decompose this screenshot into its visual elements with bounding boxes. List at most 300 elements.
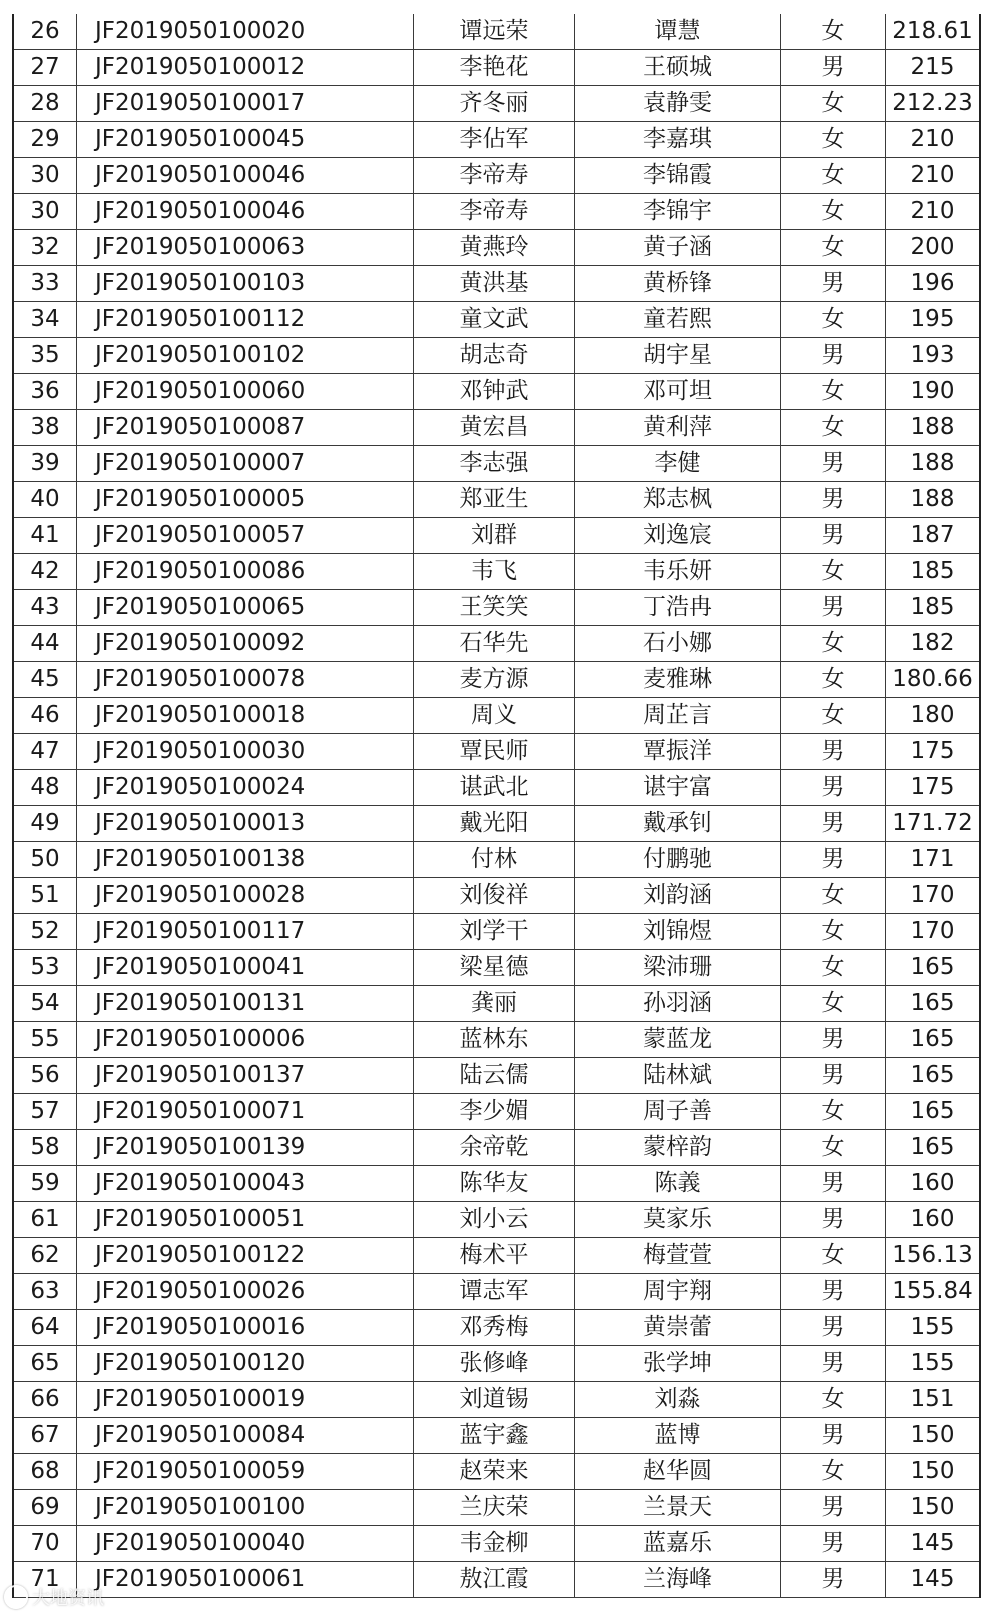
child-gender: 女 bbox=[781, 14, 886, 50]
score-value: 215 bbox=[886, 50, 980, 86]
parent-name: 梁星德 bbox=[414, 950, 575, 986]
table-row bbox=[14, 1382, 979, 1418]
child-gender: 男 bbox=[781, 1418, 886, 1454]
row-index: 45 bbox=[14, 662, 77, 698]
child-name: 李嘉琪 bbox=[575, 122, 781, 158]
row-index: 65 bbox=[14, 1346, 77, 1382]
application-code: JF2019050100122 bbox=[77, 1238, 414, 1274]
child-gender: 男 bbox=[781, 1562, 886, 1598]
child-name: 童若熙 bbox=[575, 302, 781, 338]
child-gender: 女 bbox=[781, 1382, 886, 1418]
table-row bbox=[14, 1454, 979, 1490]
score-value: 150 bbox=[886, 1454, 980, 1490]
child-name: 黄桥锋 bbox=[575, 266, 781, 302]
child-name: 谌宇富 bbox=[575, 770, 781, 806]
score-value: 188 bbox=[886, 482, 980, 518]
table-row bbox=[14, 122, 979, 158]
child-gender: 女 bbox=[781, 698, 886, 734]
row-index: 35 bbox=[14, 338, 77, 374]
score-value: 165 bbox=[886, 1130, 980, 1166]
table-row bbox=[14, 1166, 979, 1202]
score-value: 156.13 bbox=[886, 1238, 980, 1274]
row-index: 55 bbox=[14, 1022, 77, 1058]
table-row bbox=[14, 914, 979, 950]
child-name: 张学坤 bbox=[575, 1346, 781, 1382]
table-row bbox=[14, 1346, 979, 1382]
child-gender: 女 bbox=[781, 1094, 886, 1130]
child-name: 李锦宇 bbox=[575, 194, 781, 230]
table-row bbox=[14, 1022, 979, 1058]
parent-name: 李志强 bbox=[414, 446, 575, 482]
application-code: JF2019050100019 bbox=[77, 1382, 414, 1418]
parent-name: 蓝林东 bbox=[414, 1022, 575, 1058]
child-gender: 男 bbox=[781, 1166, 886, 1202]
child-gender: 女 bbox=[781, 410, 886, 446]
parent-name: 龚丽 bbox=[414, 986, 575, 1022]
child-name: 刘淼 bbox=[575, 1382, 781, 1418]
parent-name: 麦方源 bbox=[414, 662, 575, 698]
application-code: JF2019050100071 bbox=[77, 1094, 414, 1130]
application-code: JF2019050100043 bbox=[77, 1166, 414, 1202]
child-gender: 男 bbox=[781, 734, 886, 770]
application-code: JF2019050100086 bbox=[77, 554, 414, 590]
score-value: 188 bbox=[886, 446, 980, 482]
parent-name: 李少媚 bbox=[414, 1094, 575, 1130]
parent-name: 敖江霞 bbox=[414, 1562, 575, 1598]
row-index: 62 bbox=[14, 1238, 77, 1274]
row-index: 67 bbox=[14, 1418, 77, 1454]
parent-name: 童文武 bbox=[414, 302, 575, 338]
child-gender: 男 bbox=[781, 1202, 886, 1238]
child-name: 黄子涵 bbox=[575, 230, 781, 266]
child-name: 丁浩冉 bbox=[575, 590, 781, 626]
child-gender: 男 bbox=[781, 1022, 886, 1058]
parent-name: 梅术平 bbox=[414, 1238, 575, 1274]
child-name: 孙羽涵 bbox=[575, 986, 781, 1022]
child-gender: 女 bbox=[781, 1130, 886, 1166]
child-name: 胡宇星 bbox=[575, 338, 781, 374]
child-gender: 女 bbox=[781, 914, 886, 950]
child-gender: 男 bbox=[781, 1274, 886, 1310]
application-code: JF2019050100018 bbox=[77, 698, 414, 734]
row-index: 48 bbox=[14, 770, 77, 806]
table-row bbox=[14, 1418, 979, 1454]
row-index: 44 bbox=[14, 626, 77, 662]
application-code: JF2019050100040 bbox=[77, 1526, 414, 1562]
application-code: JF2019050100131 bbox=[77, 986, 414, 1022]
score-value: 165 bbox=[886, 1058, 980, 1094]
child-gender: 女 bbox=[781, 662, 886, 698]
score-value: 190 bbox=[886, 374, 980, 410]
application-code: JF2019050100078 bbox=[77, 662, 414, 698]
parent-name: 黄洪基 bbox=[414, 266, 575, 302]
child-name: 付鹏驰 bbox=[575, 842, 781, 878]
table-row bbox=[14, 338, 979, 374]
child-gender: 女 bbox=[781, 626, 886, 662]
row-index: 32 bbox=[14, 230, 77, 266]
score-value: 175 bbox=[886, 770, 980, 806]
child-name: 李健 bbox=[575, 446, 781, 482]
parent-name: 谭志军 bbox=[414, 1274, 575, 1310]
application-code: JF2019050100026 bbox=[77, 1274, 414, 1310]
parent-name: 李帝寿 bbox=[414, 194, 575, 230]
application-code: JF2019050100102 bbox=[77, 338, 414, 374]
child-gender: 男 bbox=[781, 338, 886, 374]
row-index: 34 bbox=[14, 302, 77, 338]
table-row bbox=[14, 1202, 979, 1238]
application-code: JF2019050100112 bbox=[77, 302, 414, 338]
application-code: JF2019050100013 bbox=[77, 806, 414, 842]
row-index: 46 bbox=[14, 698, 77, 734]
score-value: 193 bbox=[886, 338, 980, 374]
table-row bbox=[14, 1130, 979, 1166]
child-gender: 女 bbox=[781, 230, 886, 266]
table-row bbox=[14, 14, 979, 50]
row-index: 66 bbox=[14, 1382, 77, 1418]
row-index: 63 bbox=[14, 1274, 77, 1310]
application-code: JF2019050100100 bbox=[77, 1490, 414, 1526]
parent-name: 王笑笑 bbox=[414, 590, 575, 626]
child-gender: 男 bbox=[781, 266, 886, 302]
score-value: 185 bbox=[886, 554, 980, 590]
parent-name: 张修峰 bbox=[414, 1346, 575, 1382]
score-value: 187 bbox=[886, 518, 980, 554]
child-gender: 女 bbox=[781, 950, 886, 986]
watermark-logo-icon bbox=[4, 1585, 28, 1609]
table-row bbox=[14, 842, 979, 878]
parent-name: 覃民师 bbox=[414, 734, 575, 770]
parent-name: 刘俊祥 bbox=[414, 878, 575, 914]
table-row bbox=[14, 1310, 979, 1346]
table-row bbox=[14, 1058, 979, 1094]
table-row bbox=[14, 1562, 979, 1598]
table-row bbox=[14, 698, 979, 734]
row-index: 61 bbox=[14, 1202, 77, 1238]
child-name: 刘逸宸 bbox=[575, 518, 781, 554]
child-name: 郑志枫 bbox=[575, 482, 781, 518]
application-code: JF2019050100139 bbox=[77, 1130, 414, 1166]
row-index: 42 bbox=[14, 554, 77, 590]
score-value: 165 bbox=[886, 950, 980, 986]
parent-name: 谭远荣 bbox=[414, 14, 575, 50]
score-table bbox=[14, 14, 979, 1598]
child-name: 蒙梓韵 bbox=[575, 1130, 781, 1166]
parent-name: 李艳花 bbox=[414, 50, 575, 86]
score-value: 212.23 bbox=[886, 86, 980, 122]
score-table-sheet bbox=[12, 14, 981, 1598]
table-row bbox=[14, 1526, 979, 1562]
child-name: 戴承钊 bbox=[575, 806, 781, 842]
child-gender: 女 bbox=[781, 1454, 886, 1490]
score-value: 170 bbox=[886, 878, 980, 914]
table-row bbox=[14, 230, 979, 266]
score-value: 170 bbox=[886, 914, 980, 950]
score-value: 160 bbox=[886, 1166, 980, 1202]
child-gender: 女 bbox=[781, 86, 886, 122]
parent-name: 陈华友 bbox=[414, 1166, 575, 1202]
row-index: 57 bbox=[14, 1094, 77, 1130]
table-row bbox=[14, 302, 979, 338]
child-name: 陆林斌 bbox=[575, 1058, 781, 1094]
row-index: 43 bbox=[14, 590, 77, 626]
row-index: 47 bbox=[14, 734, 77, 770]
score-value: 200 bbox=[886, 230, 980, 266]
score-value: 218.61 bbox=[886, 14, 980, 50]
child-name: 陈義 bbox=[575, 1166, 781, 1202]
child-name: 邓可坦 bbox=[575, 374, 781, 410]
application-code: JF2019050100061 bbox=[77, 1562, 414, 1598]
parent-name: 周义 bbox=[414, 698, 575, 734]
application-code: JF2019050100045 bbox=[77, 122, 414, 158]
table-row bbox=[14, 266, 979, 302]
row-index: 27 bbox=[14, 50, 77, 86]
score-value: 175 bbox=[886, 734, 980, 770]
score-value: 145 bbox=[886, 1562, 980, 1598]
child-gender: 男 bbox=[781, 770, 886, 806]
application-code: JF2019050100028 bbox=[77, 878, 414, 914]
row-index: 69 bbox=[14, 1490, 77, 1526]
score-value: 182 bbox=[886, 626, 980, 662]
application-code: JF2019050100060 bbox=[77, 374, 414, 410]
watermark bbox=[4, 1584, 104, 1610]
parent-name: 谌武北 bbox=[414, 770, 575, 806]
child-gender: 男 bbox=[781, 806, 886, 842]
score-value: 210 bbox=[886, 122, 980, 158]
score-value: 155 bbox=[886, 1310, 980, 1346]
row-index: 40 bbox=[14, 482, 77, 518]
score-value: 171 bbox=[886, 842, 980, 878]
parent-name: 陆云儒 bbox=[414, 1058, 575, 1094]
table-row bbox=[14, 50, 979, 86]
child-name: 赵华圆 bbox=[575, 1454, 781, 1490]
application-code: JF2019050100030 bbox=[77, 734, 414, 770]
application-code: JF2019050100057 bbox=[77, 518, 414, 554]
row-index: 30 bbox=[14, 158, 77, 194]
parent-name: 付林 bbox=[414, 842, 575, 878]
child-gender: 男 bbox=[781, 1490, 886, 1526]
parent-name: 邓秀梅 bbox=[414, 1310, 575, 1346]
application-code: JF2019050100137 bbox=[77, 1058, 414, 1094]
child-name: 周芷言 bbox=[575, 698, 781, 734]
parent-name: 李佔军 bbox=[414, 122, 575, 158]
parent-name: 石华先 bbox=[414, 626, 575, 662]
application-code: JF2019050100046 bbox=[77, 194, 414, 230]
application-code: JF2019050100012 bbox=[77, 50, 414, 86]
child-gender: 女 bbox=[781, 986, 886, 1022]
parent-name: 赵荣来 bbox=[414, 1454, 575, 1490]
application-code: JF2019050100005 bbox=[77, 482, 414, 518]
row-index: 68 bbox=[14, 1454, 77, 1490]
row-index: 53 bbox=[14, 950, 77, 986]
child-gender: 男 bbox=[781, 590, 886, 626]
row-index: 71 bbox=[14, 1562, 77, 1598]
row-index: 49 bbox=[14, 806, 77, 842]
child-name: 石小娜 bbox=[575, 626, 781, 662]
child-name: 黄利萍 bbox=[575, 410, 781, 446]
child-name: 黄崇蕾 bbox=[575, 1310, 781, 1346]
child-name: 梅萱萱 bbox=[575, 1238, 781, 1274]
table-row bbox=[14, 1094, 979, 1130]
child-gender: 男 bbox=[781, 1526, 886, 1562]
score-table-body bbox=[14, 14, 979, 1598]
score-value: 180.66 bbox=[886, 662, 980, 698]
child-name: 麦雅琳 bbox=[575, 662, 781, 698]
table-row bbox=[14, 410, 979, 446]
child-name: 蓝嘉乐 bbox=[575, 1526, 781, 1562]
child-name: 兰景天 bbox=[575, 1490, 781, 1526]
row-index: 70 bbox=[14, 1526, 77, 1562]
score-value: 180 bbox=[886, 698, 980, 734]
child-name: 刘锦煜 bbox=[575, 914, 781, 950]
table-row bbox=[14, 950, 979, 986]
row-index: 26 bbox=[14, 14, 77, 50]
application-code: JF2019050100103 bbox=[77, 266, 414, 302]
table-row bbox=[14, 1274, 979, 1310]
child-gender: 女 bbox=[781, 878, 886, 914]
parent-name: 韦金柳 bbox=[414, 1526, 575, 1562]
row-index: 50 bbox=[14, 842, 77, 878]
application-code: JF2019050100117 bbox=[77, 914, 414, 950]
score-value: 171.72 bbox=[886, 806, 980, 842]
parent-name: 邓钟武 bbox=[414, 374, 575, 410]
child-gender: 女 bbox=[781, 374, 886, 410]
score-value: 188 bbox=[886, 410, 980, 446]
parent-name: 刘群 bbox=[414, 518, 575, 554]
row-index: 38 bbox=[14, 410, 77, 446]
parent-name: 余帝乾 bbox=[414, 1130, 575, 1166]
table-row bbox=[14, 590, 979, 626]
child-name: 谭慧 bbox=[575, 14, 781, 50]
child-gender: 男 bbox=[781, 1346, 886, 1382]
child-gender: 男 bbox=[781, 1058, 886, 1094]
application-code: JF2019050100063 bbox=[77, 230, 414, 266]
score-value: 150 bbox=[886, 1490, 980, 1526]
parent-name: 刘学干 bbox=[414, 914, 575, 950]
child-gender: 男 bbox=[781, 50, 886, 86]
parent-name: 黄宏昌 bbox=[414, 410, 575, 446]
row-index: 39 bbox=[14, 446, 77, 482]
score-value: 165 bbox=[886, 986, 980, 1022]
child-gender: 女 bbox=[781, 554, 886, 590]
child-name: 刘韵涵 bbox=[575, 878, 781, 914]
application-code: JF2019050100020 bbox=[77, 14, 414, 50]
table-row bbox=[14, 158, 979, 194]
row-index: 30 bbox=[14, 194, 77, 230]
score-value: 155.84 bbox=[886, 1274, 980, 1310]
table-row bbox=[14, 878, 979, 914]
score-value: 150 bbox=[886, 1418, 980, 1454]
child-name: 兰海峰 bbox=[575, 1562, 781, 1598]
score-value: 210 bbox=[886, 194, 980, 230]
row-index: 58 bbox=[14, 1130, 77, 1166]
table-row bbox=[14, 446, 979, 482]
row-index: 56 bbox=[14, 1058, 77, 1094]
child-name: 蒙蓝龙 bbox=[575, 1022, 781, 1058]
table-row bbox=[14, 806, 979, 842]
child-gender: 男 bbox=[781, 842, 886, 878]
row-index: 36 bbox=[14, 374, 77, 410]
table-row bbox=[14, 1238, 979, 1274]
table-row bbox=[14, 662, 979, 698]
parent-name: 李帝寿 bbox=[414, 158, 575, 194]
application-code: JF2019050100051 bbox=[77, 1202, 414, 1238]
application-code: JF2019050100017 bbox=[77, 86, 414, 122]
score-value: 145 bbox=[886, 1526, 980, 1562]
child-name: 王硕城 bbox=[575, 50, 781, 86]
table-row bbox=[14, 1490, 979, 1526]
child-name: 周宇翔 bbox=[575, 1274, 781, 1310]
child-name: 梁沛珊 bbox=[575, 950, 781, 986]
child-gender: 女 bbox=[781, 122, 886, 158]
row-index: 29 bbox=[14, 122, 77, 158]
score-value: 155 bbox=[886, 1346, 980, 1382]
parent-name: 黄燕玲 bbox=[414, 230, 575, 266]
score-value: 165 bbox=[886, 1022, 980, 1058]
parent-name: 刘道锡 bbox=[414, 1382, 575, 1418]
table-row bbox=[14, 986, 979, 1022]
child-gender: 女 bbox=[781, 194, 886, 230]
application-code: JF2019050100092 bbox=[77, 626, 414, 662]
child-gender: 女 bbox=[781, 158, 886, 194]
parent-name: 韦飞 bbox=[414, 554, 575, 590]
application-code: JF2019050100059 bbox=[77, 1454, 414, 1490]
watermark-text: 大地资讯 bbox=[32, 1588, 104, 1609]
child-name: 蓝博 bbox=[575, 1418, 781, 1454]
child-name: 李锦霞 bbox=[575, 158, 781, 194]
application-code: JF2019050100087 bbox=[77, 410, 414, 446]
table-row bbox=[14, 86, 979, 122]
parent-name: 胡志奇 bbox=[414, 338, 575, 374]
child-gender: 男 bbox=[781, 1310, 886, 1346]
row-index: 54 bbox=[14, 986, 77, 1022]
child-gender: 女 bbox=[781, 302, 886, 338]
score-value: 160 bbox=[886, 1202, 980, 1238]
child-name: 覃振洋 bbox=[575, 734, 781, 770]
application-code: JF2019050100065 bbox=[77, 590, 414, 626]
row-index: 33 bbox=[14, 266, 77, 302]
child-name: 韦乐妍 bbox=[575, 554, 781, 590]
application-code: JF2019050100120 bbox=[77, 1346, 414, 1382]
score-value: 210 bbox=[886, 158, 980, 194]
score-value: 195 bbox=[886, 302, 980, 338]
child-name: 袁静雯 bbox=[575, 86, 781, 122]
child-gender: 女 bbox=[781, 1238, 886, 1274]
table-row bbox=[14, 194, 979, 230]
row-index: 59 bbox=[14, 1166, 77, 1202]
application-code: JF2019050100084 bbox=[77, 1418, 414, 1454]
table-row bbox=[14, 374, 979, 410]
row-index: 41 bbox=[14, 518, 77, 554]
child-gender: 男 bbox=[781, 446, 886, 482]
application-code: JF2019050100006 bbox=[77, 1022, 414, 1058]
child-gender: 男 bbox=[781, 482, 886, 518]
row-index: 28 bbox=[14, 86, 77, 122]
parent-name: 兰庆荣 bbox=[414, 1490, 575, 1526]
parent-name: 齐冬丽 bbox=[414, 86, 575, 122]
application-code: JF2019050100016 bbox=[77, 1310, 414, 1346]
application-code: JF2019050100041 bbox=[77, 950, 414, 986]
application-code: JF2019050100007 bbox=[77, 446, 414, 482]
table-row bbox=[14, 518, 979, 554]
parent-name: 郑亚生 bbox=[414, 482, 575, 518]
application-code: JF2019050100046 bbox=[77, 158, 414, 194]
child-name: 莫家乐 bbox=[575, 1202, 781, 1238]
row-index: 51 bbox=[14, 878, 77, 914]
table-row bbox=[14, 482, 979, 518]
application-code: JF2019050100138 bbox=[77, 842, 414, 878]
score-value: 196 bbox=[886, 266, 980, 302]
row-index: 64 bbox=[14, 1310, 77, 1346]
